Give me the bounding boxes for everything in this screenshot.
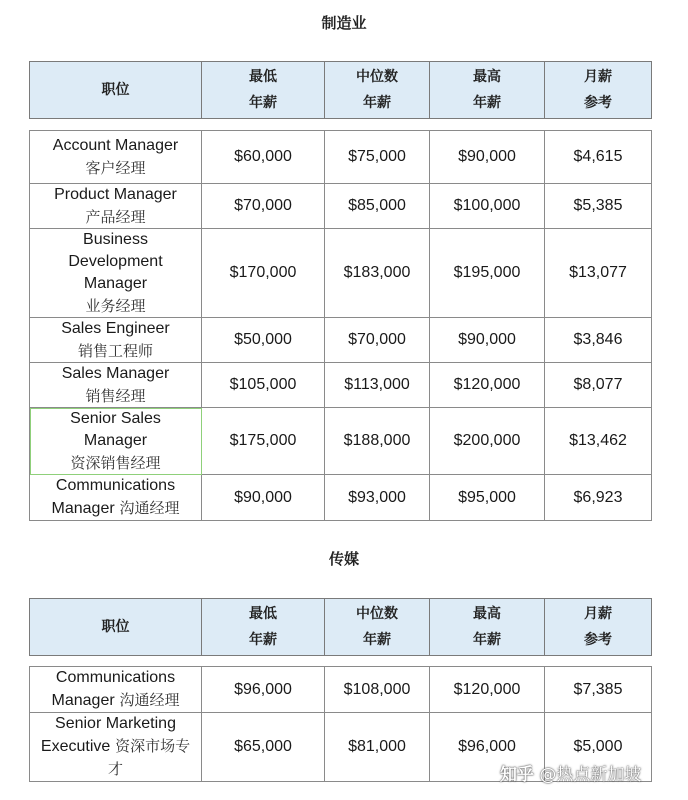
position-cell: Sales Manager 销售经理 [30, 363, 202, 408]
median-salary-cell: $188,000 [325, 408, 430, 475]
header-table-media [29, 598, 652, 656]
table-row [30, 318, 652, 363]
header-min-salary: 最低 年薪 [202, 62, 325, 119]
section-title-media: 传媒 [328, 550, 359, 568]
monthly-salary-cell: $4,615 [545, 131, 652, 184]
median-salary-cell: $93,000 [325, 475, 430, 521]
table-row [30, 475, 652, 521]
header-max-salary: 最高 年薪 [430, 62, 545, 119]
median-salary-cell: $70,000 [325, 318, 430, 363]
header-median-salary: 中位数 年薪 [325, 599, 430, 656]
min-salary-cell: $65,000 [202, 713, 325, 782]
median-salary-cell: $183,000 [325, 229, 430, 318]
min-salary-cell: $60,000 [202, 131, 325, 184]
min-salary-cell: $90,000 [202, 475, 325, 521]
header-min-salary: 最低 年薪 [202, 599, 325, 656]
position-cell: Communications Manager 沟通经理 [30, 667, 202, 713]
position-cell: Account Manager 客户经理 [30, 131, 202, 184]
table-row [30, 131, 652, 184]
monthly-salary-cell: $13,077 [545, 229, 652, 318]
position-cell: Senior Sales Manager 资深销售经理 [30, 408, 202, 475]
max-salary-cell: $95,000 [430, 475, 545, 521]
position-cell: Business Development Manager 业务经理 [30, 229, 202, 318]
min-salary-cell: $70,000 [202, 184, 325, 229]
section-title-manufacturing: 制造业 [321, 14, 367, 32]
median-salary-cell: $108,000 [325, 667, 430, 713]
position-cell: Sales Engineer 销售工程师 [30, 318, 202, 363]
table-row [30, 184, 652, 229]
min-salary-cell: $170,000 [202, 229, 325, 318]
monthly-salary-cell: $5,000 [545, 713, 652, 782]
max-salary-cell: $90,000 [430, 131, 545, 184]
max-salary-cell: $96,000 [430, 713, 545, 782]
median-salary-cell: $81,000 [325, 713, 430, 782]
header-table-manufacturing [29, 61, 652, 119]
median-salary-cell: $85,000 [325, 184, 430, 229]
position-cell: Communications Manager 沟通经理 [30, 475, 202, 521]
zhihu-watermark: 知乎 @热点新加坡 [500, 765, 642, 785]
max-salary-cell: $120,000 [430, 363, 545, 408]
header-position: 职位 [30, 599, 202, 656]
header-median-salary: 中位数 年薪 [325, 62, 430, 119]
max-salary-cell: $100,000 [430, 184, 545, 229]
min-salary-cell: $175,000 [202, 408, 325, 475]
max-salary-cell: $90,000 [430, 318, 545, 363]
table-row [30, 667, 652, 713]
max-salary-cell: $195,000 [430, 229, 545, 318]
table-row [30, 229, 652, 318]
position-cell: Product Manager 产品经理 [30, 184, 202, 229]
header-monthly-salary: 月薪 参考 [545, 62, 652, 119]
table-row [30, 363, 652, 408]
monthly-salary-cell: $6,923 [545, 475, 652, 521]
table-row [30, 408, 652, 475]
header-position: 职位 [30, 62, 202, 119]
max-salary-cell: $200,000 [430, 408, 545, 475]
median-salary-cell: $113,000 [325, 363, 430, 408]
min-salary-cell: $96,000 [202, 667, 325, 713]
min-salary-cell: $105,000 [202, 363, 325, 408]
header-monthly-salary: 月薪 参考 [545, 599, 652, 656]
median-salary-cell: $75,000 [325, 131, 430, 184]
monthly-salary-cell: $3,846 [545, 318, 652, 363]
min-salary-cell: $50,000 [202, 318, 325, 363]
header-max-salary: 最高 年薪 [430, 599, 545, 656]
monthly-salary-cell: $13,462 [545, 408, 652, 475]
max-salary-cell: $120,000 [430, 667, 545, 713]
monthly-salary-cell: $7,385 [545, 667, 652, 713]
monthly-salary-cell: $8,077 [545, 363, 652, 408]
salary-table-manufacturing [29, 130, 652, 521]
position-cell: Senior Marketing Executive 资深市场专才 [30, 713, 202, 782]
monthly-salary-cell: $5,385 [545, 184, 652, 229]
